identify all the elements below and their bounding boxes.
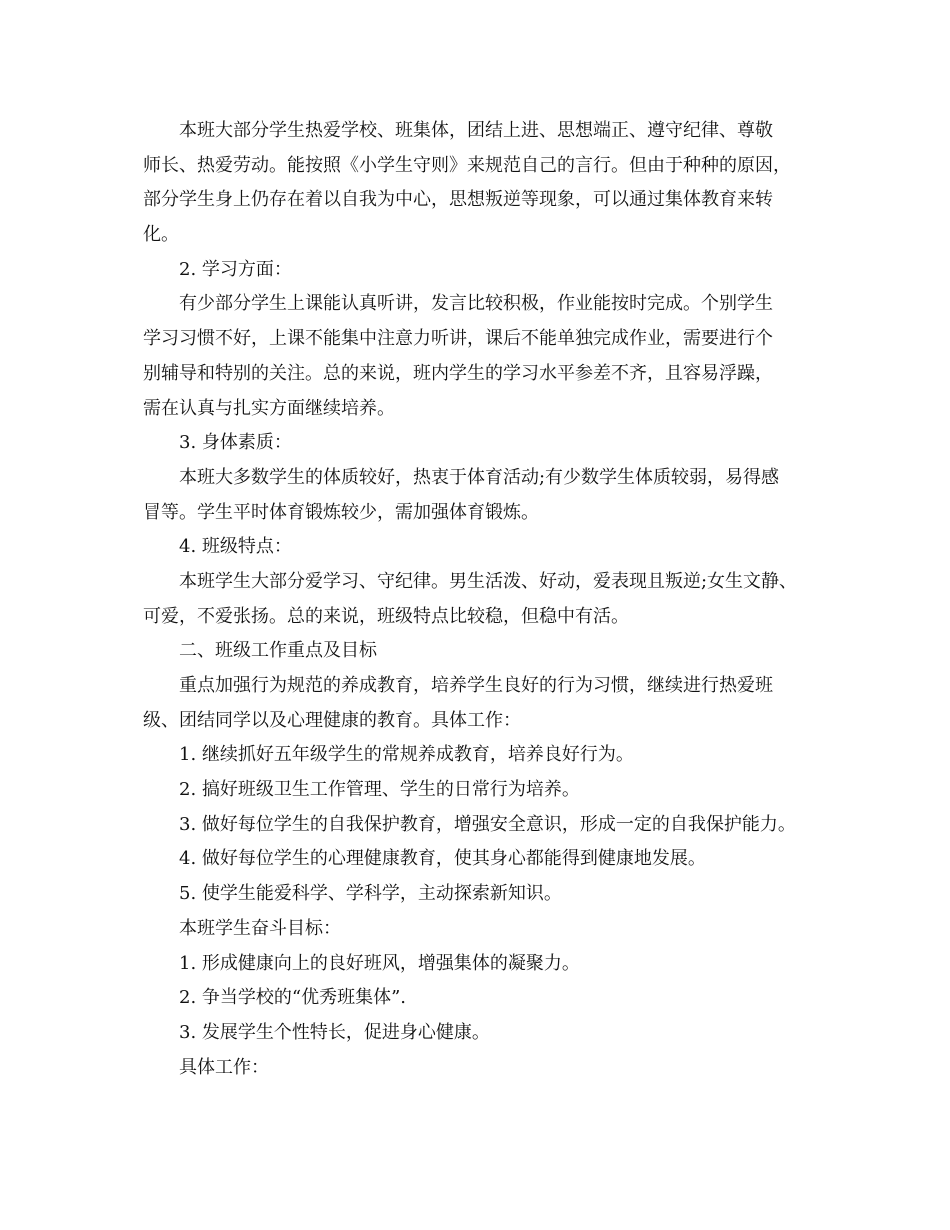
text-line: 3. 发展学生个性特长，促进身心健康。 [179, 1021, 490, 1043]
text-line: 4. 班级特点： [179, 536, 292, 558]
text-line: 可爱，不爱张扬。总的来说，班级特点比较稳，但稳中有活。 [143, 605, 629, 627]
text-line: 具体工作： [179, 1056, 269, 1078]
text-line: 重点加强行为规范的养成教育，培养学生良好的行为习惯，继续进行热爱班 [179, 675, 773, 696]
text-line: 二、班级工作重点及目标 [179, 640, 377, 662]
text-line: 2. 搞好班级卫生工作管理、学生的日常行为培养。 [179, 779, 580, 801]
text-line: 化。 [143, 224, 179, 246]
text-line: 别辅导和特别的关注。总的来说，班内学生的学习水平参差不齐，且容易浮躁， [143, 362, 773, 384]
document-body [143, 114, 823, 1085]
text-line: 冒等。学生平时体育锻炼较少，需加强体育锻炼。 [143, 501, 539, 523]
text-line: 部分学生身上仍存在着以自我为中心，思想叛逆等现象，可以通过集体教育来转 [143, 189, 773, 211]
text-line: 本班学生大部分爱学习、守纪律。男生活泼、好动，爱表现且叛逆;女生文静、 [179, 570, 798, 592]
text-line: 1. 继续抓好五年级学生的常规养成教育，培养良好行为。 [179, 744, 634, 766]
text-line: 师长、热爱劳动。能按照《小学生守则》来规范自己的言行。但由于种种的原因， [143, 154, 791, 176]
text-line: 3. 做好每位学生的自我保护教育，增强安全意识，形成一定的自我保护能力。 [179, 813, 796, 835]
text-line: 4. 做好每位学生的心理健康教育，使其身心都能得到健康地发展。 [179, 848, 706, 870]
text-line: 5. 使学生能爱科学、学科学，主动探索新知识。 [179, 883, 562, 905]
text-line: 级、团结同学以及心理健康的教育。具体工作： [143, 709, 521, 731]
text-line: 2. 争当学校的“优秀班集体”. [179, 987, 407, 1009]
text-line: 本班大多数学生的体质较好，热衷于体育活动;有少数学生体质较弱，易得感 [179, 466, 780, 488]
text-line: 1. 形成健康向上的良好班风，增强集体的凝聚力。 [179, 952, 580, 974]
text-line: 学习习惯不好，上课不能集中注意力听讲，课后不能单独完成作业，需要进行个 [143, 328, 773, 350]
text-line: 需在认真与扎实方面继续培养。 [143, 397, 395, 419]
text-line: 有少部分学生上课能认真听讲，发言比较积极，作业能按时完成。个别学生 [179, 293, 773, 315]
text-line: 2. 学习方面： [179, 258, 292, 280]
text-line: 3. 身体素质： [179, 432, 292, 454]
text-line: 本班学生奋斗目标： [179, 917, 341, 939]
text-line: 本班大部分学生热爱学校、班集体，团结上进、思想端正、遵守纪律、尊敬 [179, 120, 773, 141]
